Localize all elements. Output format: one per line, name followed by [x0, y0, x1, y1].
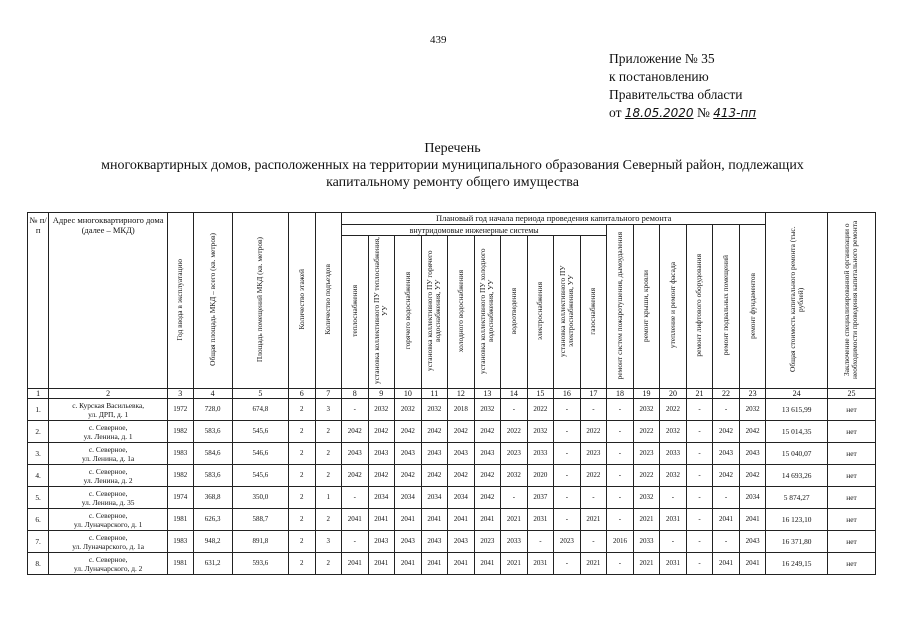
table-cell: -: [686, 531, 713, 553]
header-cold-water: холодного водоснабжения: [448, 236, 475, 389]
table-cell: 2042: [448, 421, 475, 443]
table-cell: 2042: [739, 465, 766, 487]
table-row: [28, 487, 876, 509]
appendix-line-2: к постановлению: [609, 69, 709, 84]
row-address: [49, 553, 168, 575]
table-cell: 2034: [448, 487, 475, 509]
column-number-row: [28, 389, 876, 399]
table-cell: 16 249,15: [766, 553, 828, 575]
table-cell: 2021: [501, 553, 528, 575]
appendix-number-sign: №: [696, 105, 710, 120]
table-cell: -: [686, 509, 713, 531]
repair-schedule-table: [27, 212, 876, 575]
header-hot-water-meter: установка коллективного ПУ горячего водоснабжения, УУ: [421, 236, 448, 389]
header-num: № п/п: [28, 213, 49, 389]
column-number: 13: [474, 389, 501, 399]
table-cell: -: [580, 487, 607, 509]
table-cell: 2: [289, 465, 316, 487]
table-cell: 2041: [448, 509, 475, 531]
column-number: 3: [168, 389, 193, 399]
column-number: 1: [28, 389, 49, 399]
table-cell: 2043: [421, 443, 448, 465]
column-number: 21: [686, 389, 713, 399]
table-cell: -: [554, 399, 581, 421]
table-cell: 2022: [501, 421, 528, 443]
table-cell: 948,2: [193, 531, 232, 553]
table-cell: 2042: [368, 465, 395, 487]
table-cell: нет: [827, 399, 875, 421]
table-cell: 593,6: [232, 553, 288, 575]
row-number: 3.: [28, 443, 49, 465]
table-cell: 2: [315, 421, 342, 443]
address-line-1: с. Северное,: [88, 532, 128, 542]
table-cell: -: [607, 399, 634, 421]
column-number: 23: [739, 389, 766, 399]
table-cell: 16 123,10: [766, 509, 828, 531]
header-gas: газоснабжения: [580, 236, 607, 389]
table-cell: 15 040,07: [766, 443, 828, 465]
table-cell: 2: [315, 509, 342, 531]
table-cell: -: [607, 421, 634, 443]
column-number: 18: [607, 389, 634, 399]
table-cell: 2041: [368, 553, 395, 575]
appendix-block: [609, 50, 756, 122]
table-cell: 2043: [448, 443, 475, 465]
address-line-2: ул. Луначарского, д. 1а: [72, 541, 145, 551]
row-address: [49, 421, 168, 443]
table-cell: -: [607, 465, 634, 487]
address-line-1: с. Курская Васильевка,: [72, 400, 145, 410]
table-cell: 583,6: [193, 465, 232, 487]
address-line-1: с. Северное,: [88, 444, 128, 454]
table-cell: 2021: [633, 553, 660, 575]
table-cell: 545,6: [232, 421, 288, 443]
column-number: 12: [448, 389, 475, 399]
table-cell: 2043: [448, 531, 475, 553]
address-line-1: с. Северное,: [88, 466, 128, 476]
table-cell: 2042: [395, 465, 422, 487]
table-cell: 1981: [168, 509, 193, 531]
table-cell: -: [554, 421, 581, 443]
table-cell: -: [554, 465, 581, 487]
header-cold-water-meter: установка коллективного ПУ холодного водоснабжения, УУ: [474, 236, 501, 389]
table-row: [28, 553, 876, 575]
row-number: 2.: [28, 421, 49, 443]
table-cell: -: [580, 399, 607, 421]
column-number: 7: [315, 389, 342, 399]
table-cell: 2042: [342, 465, 369, 487]
header-roof: ремонт крыши, кровли: [633, 225, 660, 389]
table-cell: 2032: [421, 399, 448, 421]
table-cell: 1972: [168, 399, 193, 421]
table-cell: 2041: [448, 553, 475, 575]
column-number: 9: [368, 389, 395, 399]
table-cell: -: [686, 443, 713, 465]
table-body: [28, 399, 876, 575]
table-cell: -: [686, 487, 713, 509]
address-line-1: с. Северное,: [88, 554, 128, 564]
table-cell: 2022: [633, 421, 660, 443]
table-cell: 2041: [342, 509, 369, 531]
table-cell: 2: [315, 553, 342, 575]
title-line-1: Перечень: [424, 141, 481, 156]
table-cell: 2032: [739, 399, 766, 421]
row-address: [49, 465, 168, 487]
header-electricity-meter: установка коллективного ПУ электроснабжения, УУ: [554, 236, 581, 389]
table-cell: 2041: [739, 509, 766, 531]
table-cell: 2041: [474, 553, 501, 575]
appendix-line-3: Правительства области: [609, 87, 743, 102]
table-cell: 2: [289, 531, 316, 553]
table-cell: нет: [827, 509, 875, 531]
table-cell: 2043: [739, 531, 766, 553]
table-cell: 2022: [633, 465, 660, 487]
header-floors: Количество этажей: [289, 213, 316, 389]
table-cell: 2023: [580, 443, 607, 465]
table-cell: -: [686, 399, 713, 421]
document-title: [40, 140, 865, 191]
header-heating: теплоснабжения: [342, 236, 369, 389]
table-cell: 2041: [474, 509, 501, 531]
column-number: 16: [554, 389, 581, 399]
header-hot-water: горячего водоснабжения: [395, 236, 422, 389]
table-cell: 16 371,80: [766, 531, 828, 553]
table-cell: 2: [289, 509, 316, 531]
address-line-1: с. Северное,: [88, 510, 128, 520]
table-cell: 2042: [474, 487, 501, 509]
address-line-1: с. Северное,: [88, 422, 128, 432]
table-cell: 2022: [527, 399, 554, 421]
table-cell: 2041: [739, 553, 766, 575]
table-cell: 2042: [713, 421, 740, 443]
header-heat-meter: установка коллективного ПУ теплоснабжения, УУ: [368, 236, 395, 389]
table-cell: 2032: [660, 421, 687, 443]
table-row: [28, 465, 876, 487]
row-address: [49, 509, 168, 531]
table-cell: 2034: [395, 487, 422, 509]
header-plan-group: Плановый год начала периода проведения капитального ремонта: [342, 213, 766, 225]
table-cell: 2042: [368, 421, 395, 443]
table-cell: 1: [315, 487, 342, 509]
table-cell: -: [713, 399, 740, 421]
table-cell: -: [713, 487, 740, 509]
table-cell: 2023: [633, 443, 660, 465]
table-cell: 2042: [395, 421, 422, 443]
table-cell: 2: [315, 443, 342, 465]
column-number: 11: [421, 389, 448, 399]
appendix-number: 413-пп: [713, 106, 757, 120]
table-cell: 2022: [660, 399, 687, 421]
table-cell: 2016: [607, 531, 634, 553]
table-cell: 2023: [554, 531, 581, 553]
appendix-from: от: [609, 105, 622, 120]
column-number: 6: [289, 389, 316, 399]
table-cell: 2023: [501, 443, 528, 465]
table-cell: 2043: [739, 443, 766, 465]
table-cell: 2042: [421, 421, 448, 443]
address-line-2: ул. Луначарского, д. 2: [73, 563, 143, 573]
table-cell: -: [554, 553, 581, 575]
table-cell: 2043: [395, 531, 422, 553]
row-number: 1.: [28, 399, 49, 421]
column-number: 14: [501, 389, 528, 399]
table-cell: -: [660, 487, 687, 509]
column-number: 10: [395, 389, 422, 399]
address-line-2: ул. Ленина, д. 1: [83, 431, 133, 441]
table-cell: -: [501, 487, 528, 509]
table-cell: 2043: [713, 443, 740, 465]
table-cell: -: [342, 487, 369, 509]
table-cell: 1981: [168, 553, 193, 575]
table-cell: 2042: [421, 465, 448, 487]
header-year-built: Год ввода в эксплуатацию: [168, 213, 193, 389]
header-fire-systems: ремонт систем пожаротушения, дымоудаления: [607, 225, 634, 389]
table-cell: 2043: [395, 443, 422, 465]
table-cell: 2032: [660, 465, 687, 487]
appendix-date: 18.05.2020: [624, 106, 694, 120]
table-cell: 2034: [368, 487, 395, 509]
table-cell: 15 014,35: [766, 421, 828, 443]
table-cell: 2043: [421, 531, 448, 553]
table-cell: 2: [315, 465, 342, 487]
table-cell: 2041: [421, 509, 448, 531]
table-cell: 13 615,99: [766, 399, 828, 421]
title-line-2: многоквартирных домов, расположенных на территории муниципального образования Северный район, подлежащих: [101, 158, 804, 173]
table-cell: 14 693,26: [766, 465, 828, 487]
table-cell: 2041: [713, 509, 740, 531]
table-cell: 2: [289, 443, 316, 465]
table-cell: нет: [827, 553, 875, 575]
table-cell: 2031: [527, 553, 554, 575]
header-total-cost: Общая стоимость капитального ремонта (тыс. рублей): [766, 213, 828, 389]
table-cell: 584,6: [193, 443, 232, 465]
table-cell: 3: [315, 531, 342, 553]
table-cell: 1983: [168, 531, 193, 553]
table-cell: 2041: [342, 553, 369, 575]
table-cell: 2031: [660, 553, 687, 575]
table-cell: -: [554, 509, 581, 531]
table-cell: -: [686, 553, 713, 575]
column-number: 20: [660, 389, 687, 399]
table-cell: 2043: [342, 443, 369, 465]
table-cell: -: [580, 531, 607, 553]
table-cell: -: [607, 509, 634, 531]
table-cell: -: [660, 531, 687, 553]
table-cell: нет: [827, 465, 875, 487]
table-cell: 2032: [474, 399, 501, 421]
header-drainage: водоотведения: [501, 236, 528, 389]
row-number: 8.: [28, 553, 49, 575]
column-number: 8: [342, 389, 369, 399]
row-address: [49, 443, 168, 465]
header-engineering-group: внутридомовые инженерные системы: [342, 225, 607, 236]
address-line-2: ул. Ленина, д. 35: [81, 497, 135, 507]
table-cell: 674,8: [232, 399, 288, 421]
table-cell: 2041: [713, 553, 740, 575]
table-cell: 1983: [168, 443, 193, 465]
address-line-1: с. Северное,: [88, 488, 128, 498]
table-cell: нет: [827, 421, 875, 443]
page-number: 439: [430, 34, 447, 46]
table-cell: 2032: [395, 399, 422, 421]
row-number: 7.: [28, 531, 49, 553]
table-cell: 891,8: [232, 531, 288, 553]
table-cell: -: [607, 487, 634, 509]
table-cell: 2021: [633, 509, 660, 531]
row-address: [49, 399, 168, 421]
address-line-2: ул. Ленина, д. 2: [83, 475, 133, 485]
address-line-2: ул. Ленина, д. 1а: [82, 453, 135, 463]
table-cell: нет: [827, 487, 875, 509]
table-cell: -: [607, 443, 634, 465]
table-cell: нет: [827, 531, 875, 553]
table-cell: 545,6: [232, 465, 288, 487]
table-row: [28, 421, 876, 443]
table-cell: 2022: [580, 465, 607, 487]
table-cell: 2033: [501, 531, 528, 553]
column-number: 5: [232, 389, 288, 399]
table-cell: 583,6: [193, 421, 232, 443]
table-cell: 2: [289, 421, 316, 443]
table-cell: 2042: [342, 421, 369, 443]
table-cell: -: [713, 531, 740, 553]
table-cell: нет: [827, 443, 875, 465]
table-cell: 2032: [501, 465, 528, 487]
column-number: 22: [713, 389, 740, 399]
table-cell: 2020: [527, 465, 554, 487]
table-cell: 350,0: [232, 487, 288, 509]
table-cell: -: [554, 443, 581, 465]
table-cell: 2021: [580, 509, 607, 531]
table-cell: 588,7: [232, 509, 288, 531]
header-total-area: Общая площадь МКД – всего (кв. метров): [193, 213, 232, 389]
header-basement: ремонт подвальных помещений: [713, 225, 740, 389]
column-number: 2: [49, 389, 168, 399]
appendix-line-1: Приложение № 35: [609, 51, 715, 66]
table-cell: 2032: [368, 399, 395, 421]
table-cell: 2034: [739, 487, 766, 509]
row-address: [49, 487, 168, 509]
table-cell: 728,0: [193, 399, 232, 421]
header-electricity: электроснабжения: [527, 236, 554, 389]
column-number: 4: [193, 389, 232, 399]
header-conclusion: Заключение специализированной организации о необходимости проведения капитального ремонта: [827, 213, 875, 389]
table-cell: 2042: [713, 465, 740, 487]
table-cell: 2033: [527, 443, 554, 465]
row-number: 5.: [28, 487, 49, 509]
table-cell: 2041: [368, 509, 395, 531]
table-cell: 2021: [580, 553, 607, 575]
header-row-top: [28, 213, 876, 225]
table-cell: 2022: [580, 421, 607, 443]
address-line-2: ул. Луначарского, д. 1: [73, 519, 143, 529]
table-cell: -: [501, 399, 528, 421]
table-cell: 2033: [633, 531, 660, 553]
table-cell: 1974: [168, 487, 193, 509]
column-number: 17: [580, 389, 607, 399]
header-address: Адрес многоквартирного дома (далее – МКД): [49, 213, 168, 389]
address-line-2: ул. ДРП, д. 1: [88, 409, 129, 419]
table-cell: 2042: [448, 465, 475, 487]
table-cell: 2031: [527, 509, 554, 531]
column-number: 15: [527, 389, 554, 399]
table-cell: -: [686, 421, 713, 443]
header-facade: утепление и ремонт фасада: [660, 225, 687, 389]
table-cell: 2032: [633, 487, 660, 509]
table-cell: 2023: [474, 531, 501, 553]
table-cell: 368,8: [193, 487, 232, 509]
table-cell: 631,2: [193, 553, 232, 575]
table-cell: -: [554, 487, 581, 509]
table-cell: 2042: [474, 465, 501, 487]
table-cell: -: [607, 553, 634, 575]
table-row: [28, 509, 876, 531]
table-cell: 1982: [168, 465, 193, 487]
row-number: 6.: [28, 509, 49, 531]
table-cell: 2043: [368, 531, 395, 553]
table-row: [28, 399, 876, 421]
table-row: [28, 443, 876, 465]
table-cell: 2031: [660, 509, 687, 531]
table-cell: 2034: [421, 487, 448, 509]
table-cell: 2033: [660, 443, 687, 465]
row-address: [49, 531, 168, 553]
table-cell: 2032: [633, 399, 660, 421]
title-line-3: капитальному ремонту общего имущества: [326, 175, 579, 190]
row-number: 4.: [28, 465, 49, 487]
table-cell: -: [342, 399, 369, 421]
table-cell: 2032: [527, 421, 554, 443]
column-number: 24: [766, 389, 828, 399]
table-cell: 1982: [168, 421, 193, 443]
table-cell: 2037: [527, 487, 554, 509]
table-cell: 2043: [474, 443, 501, 465]
table-cell: 546,6: [232, 443, 288, 465]
table-cell: 626,3: [193, 509, 232, 531]
table-cell: 2042: [474, 421, 501, 443]
table-cell: -: [686, 465, 713, 487]
table-row: [28, 531, 876, 553]
table-cell: -: [527, 531, 554, 553]
header-foundation: ремонт фундаментов: [739, 225, 766, 389]
table-cell: 2: [289, 553, 316, 575]
table-cell: 5 874,27: [766, 487, 828, 509]
appendix-line-4: [609, 104, 756, 122]
table-cell: 2021: [501, 509, 528, 531]
table-cell: 2041: [395, 553, 422, 575]
table-cell: 2041: [421, 553, 448, 575]
table-cell: 2042: [739, 421, 766, 443]
header-elevator: ремонт лифтового оборудования: [686, 225, 713, 389]
table-cell: 2018: [448, 399, 475, 421]
table-cell: 3: [315, 399, 342, 421]
table-cell: 2: [289, 487, 316, 509]
table-cell: -: [342, 531, 369, 553]
header-premises-area: Площадь помещений МКД (кв. метров): [232, 213, 288, 389]
table-cell: 2041: [395, 509, 422, 531]
column-number: 19: [633, 389, 660, 399]
column-number: 25: [827, 389, 875, 399]
header-entrances: Количество подъездов: [315, 213, 342, 389]
table-cell: 2043: [368, 443, 395, 465]
table-cell: 2: [289, 399, 316, 421]
